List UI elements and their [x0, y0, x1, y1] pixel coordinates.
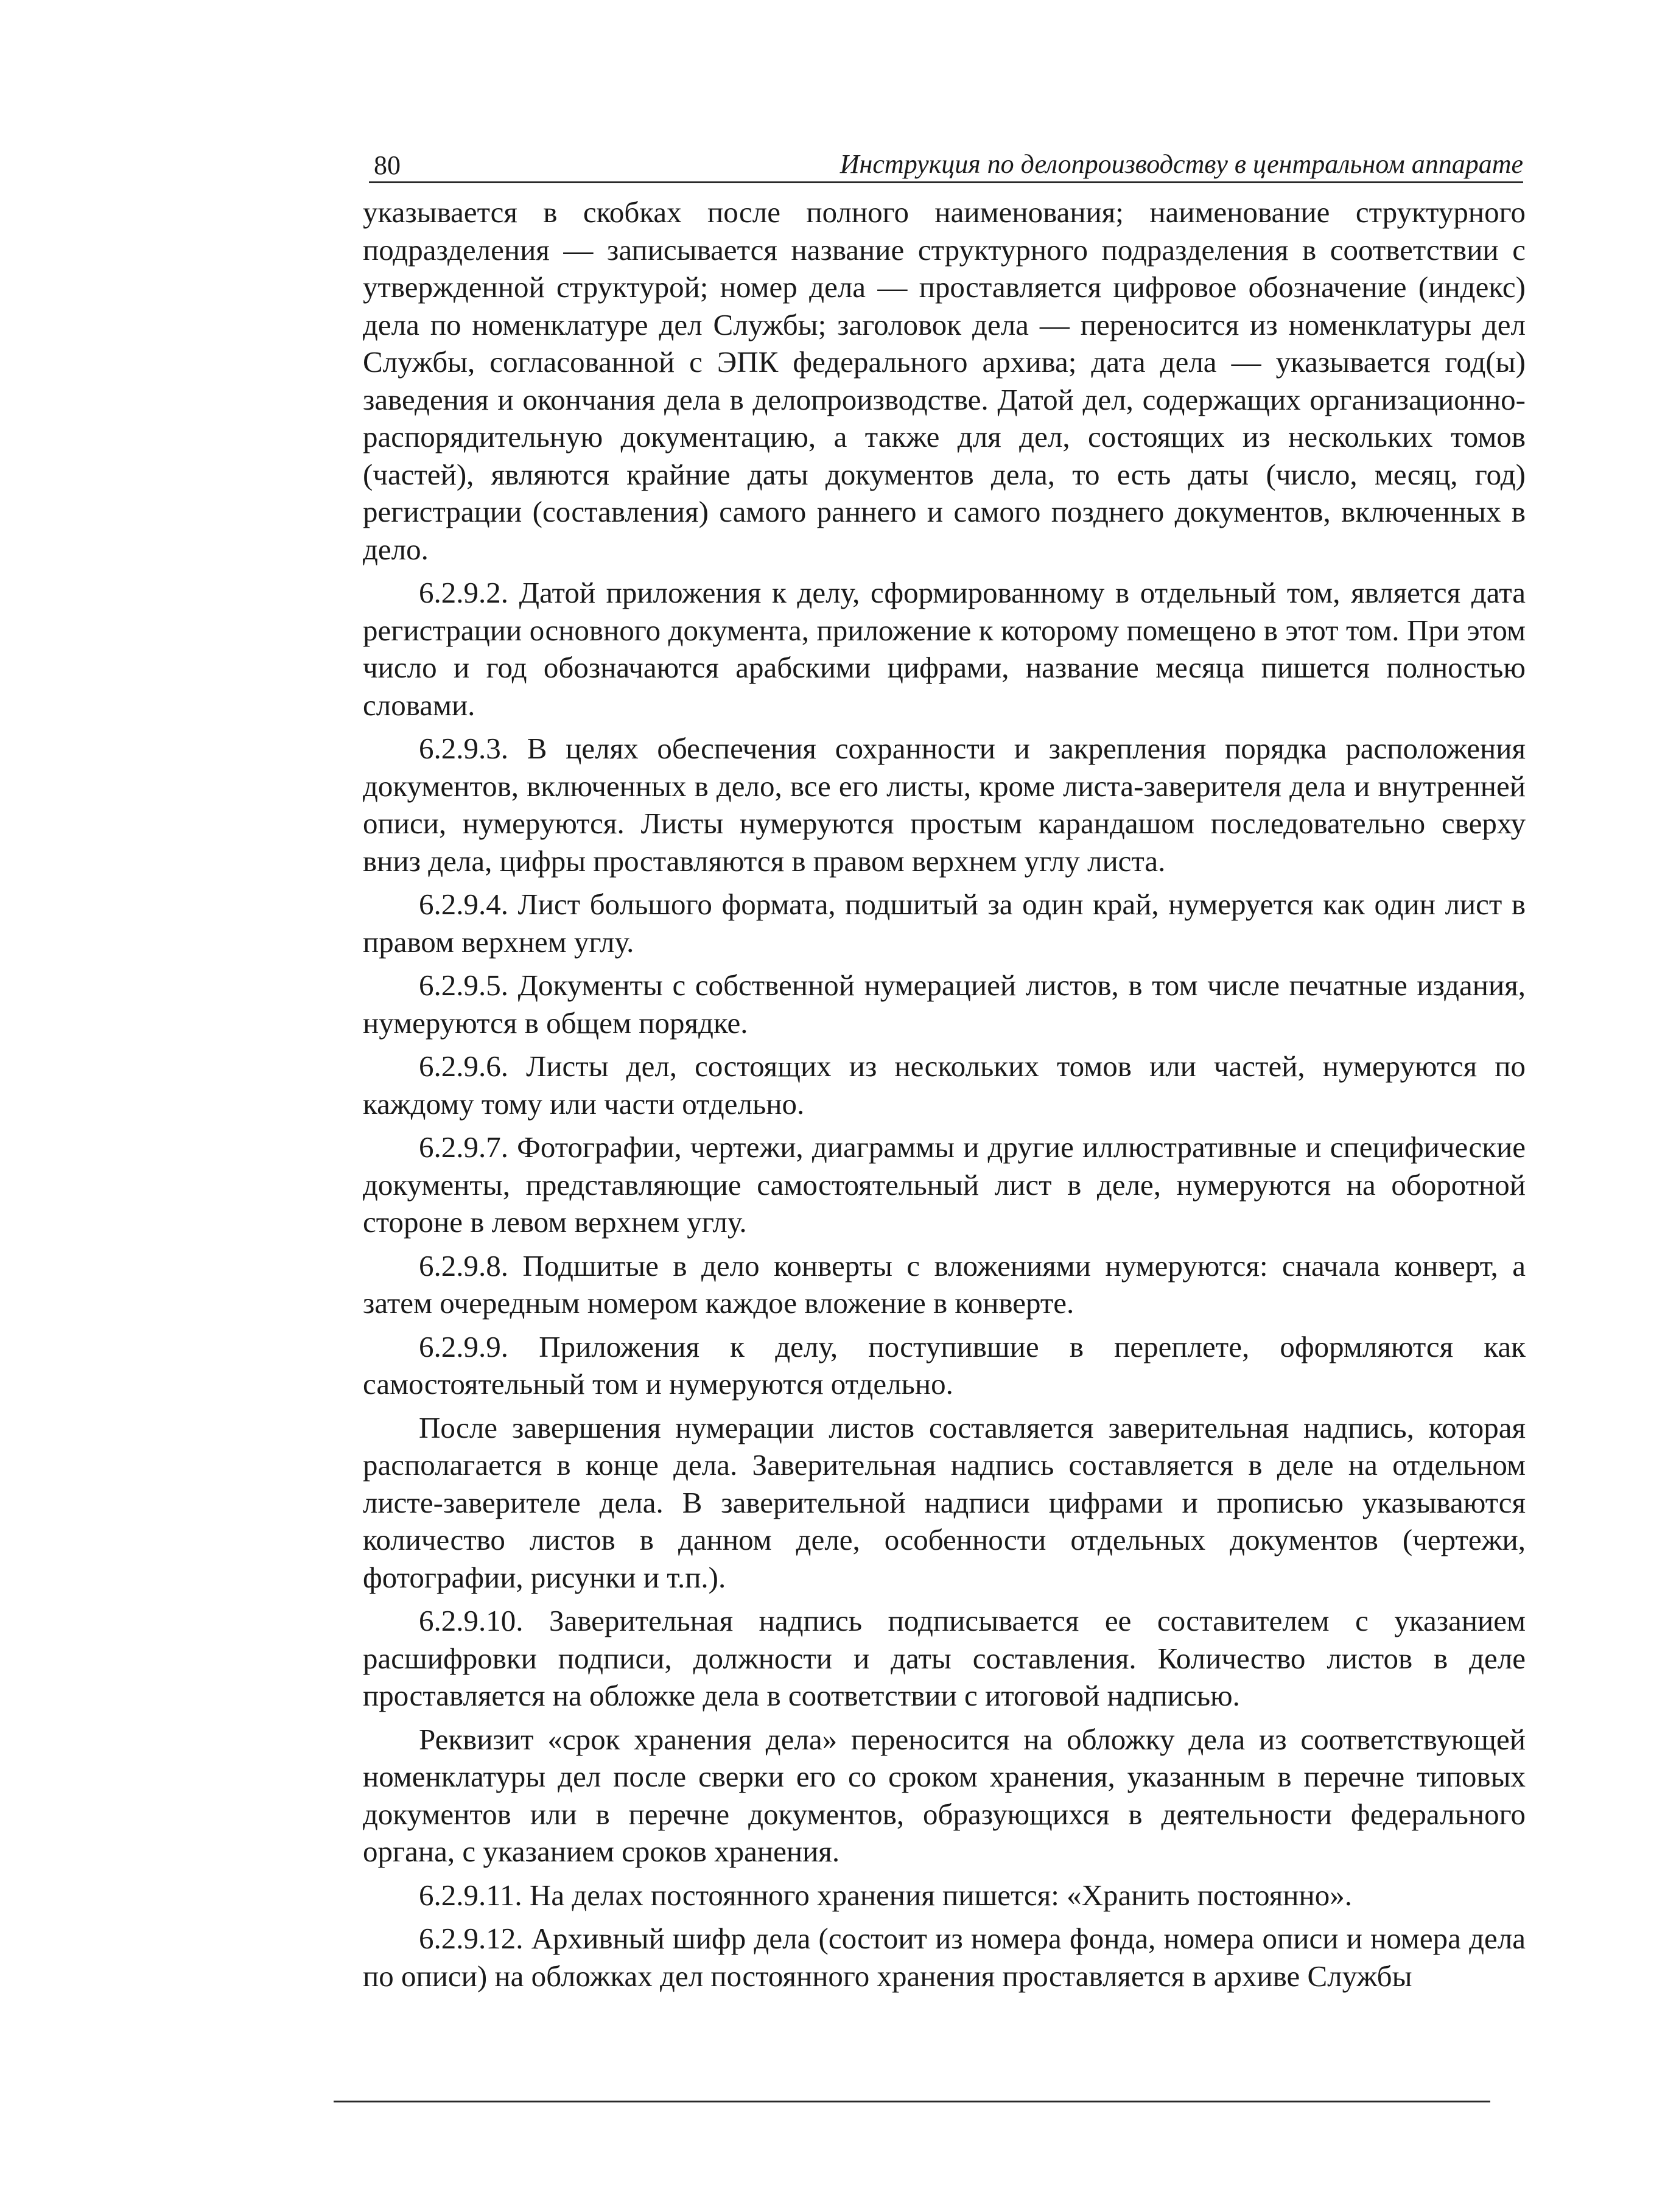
paragraph-6-2-9-3: 6.2.9.3. В целях обеспечения сохранности и закрепления порядка расположения документов, включенных в дело, все его листы, кроме листа-заверителя дела и внутренней описи, нумеруются. Листы нумеруются простым карандашом последовательно сверху вниз дела, цифры проставляются в правом верхнем углу листа. — [363, 732, 1526, 878]
paragraph-certification: После завершения нумерации листов составляется заверительная надпись, которая располагается в конце дела. Заверительная надпись составляется в деле на отдельном листе-заверителе дела. В заверительной надписи цифрами и прописью указываются количество листов в данном деле, особенности отдельных документов (чертежи, фотографии, рисунки и т.п.). — [363, 1410, 1526, 1594]
paragraph-6-2-9-2: 6.2.9.2. Датой приложения к делу, сформированному в отдельный том, является дата регистрации основного документа, приложение к которому помещено в этот том. При этом число и год обозначаются арабскими цифрами, название месяца пишется полностью словами. — [363, 576, 1526, 722]
paragraph-6-2-9-7: 6.2.9.7. Фотографии, чертежи, диаграммы и другие иллюстративные и специфические документы, представляющие самостоятельный лист в деле, нумеруются на оборотной стороне в левом верхнем углу. — [363, 1130, 1526, 1239]
page-header — [369, 138, 1523, 183]
paragraph-6-2-9-12: 6.2.9.12. Архивный шифр дела (состоит из номера фонда, номера описи и номера дела по описи) на обложках дел постоянного хранения проставляется в архиве Службы — [363, 1922, 1526, 1993]
paragraph-6-2-9-5: 6.2.9.5. Документы с собственной нумерацией листов, в том числе печатные издания, нумеруются в общем порядке. — [363, 968, 1526, 1040]
footer-rule — [334, 2101, 1490, 2102]
paragraph-6-2-9-8: 6.2.9.8. Подшитые в дело конверты с вложениями нумеруются: сначала конверт, а затем очередным номером каждое вложение в конверте. — [363, 1248, 1526, 1320]
paragraph-6-2-9-4: 6.2.9.4. Лист большого формата, подшитый за один край, нумеруется как один лист в правом верхнем углу. — [363, 887, 1526, 959]
paragraph-6-2-9-11: 6.2.9.11. На делах постоянного хранения пишется: «Хранить постоянно». — [419, 1878, 1352, 1912]
paragraph-6-2-9-9: 6.2.9.9. Приложения к делу, поступившие в переплете, оформляются как самостоятельный том и нумеруются отдельно. — [363, 1329, 1526, 1401]
paragraph-6-2-9-10: 6.2.9.10. Заверительная надпись подписывается ее составителем с указанием расшифровки подписи, должности и даты составления. Количество листов в деле проставляется на обложке дела в соответствии с итоговой надписью. — [363, 1604, 1526, 1712]
paragraph-retention-period: Реквизит «срок хранения дела» переносится на обложку дела из соответствующей номенклатуры дел после сверки его со сроком хранения, указанным в перечне типовых документов или в перечне документов, образующихся в деятельности федерального органа, с указанием сроков хранения. — [363, 1722, 1526, 1868]
running-title: Инструкция по делопроизводству в центральном аппарате — [840, 149, 1523, 179]
text-body — [363, 194, 1526, 1995]
page-number: 80 — [374, 150, 401, 180]
paragraph-6-2-9-6: 6.2.9.6. Листы дел, состоящих из нескольких томов или частей, нумеруются по каждому тому или части отдельно. — [363, 1049, 1526, 1121]
paragraph-continued: указывается в скобках после полного наименования; наименование структурного подразделения — записывается название структурного подразделения в соответствии с утвержденной структурой; номер дела — проставляется цифровое обозначение (индекс) дела по номенклатуре дел Службы; заголовок дела — переносится из номенклатуры дел Службы, согласованной с ЭПК федерального архива; дата дела — указывается год(ы) заведения и окончания дела в делопроизводстве. Датой дел, содержащих организационно-распорядительную документацию, а также для дел, состоящих из нескольких томов (частей), являются крайние даты документов дела, то есть даты (число, месяц, год) регистрации (составления) самого раннего и самого позднего документов, включенных в дело. — [363, 195, 1526, 566]
